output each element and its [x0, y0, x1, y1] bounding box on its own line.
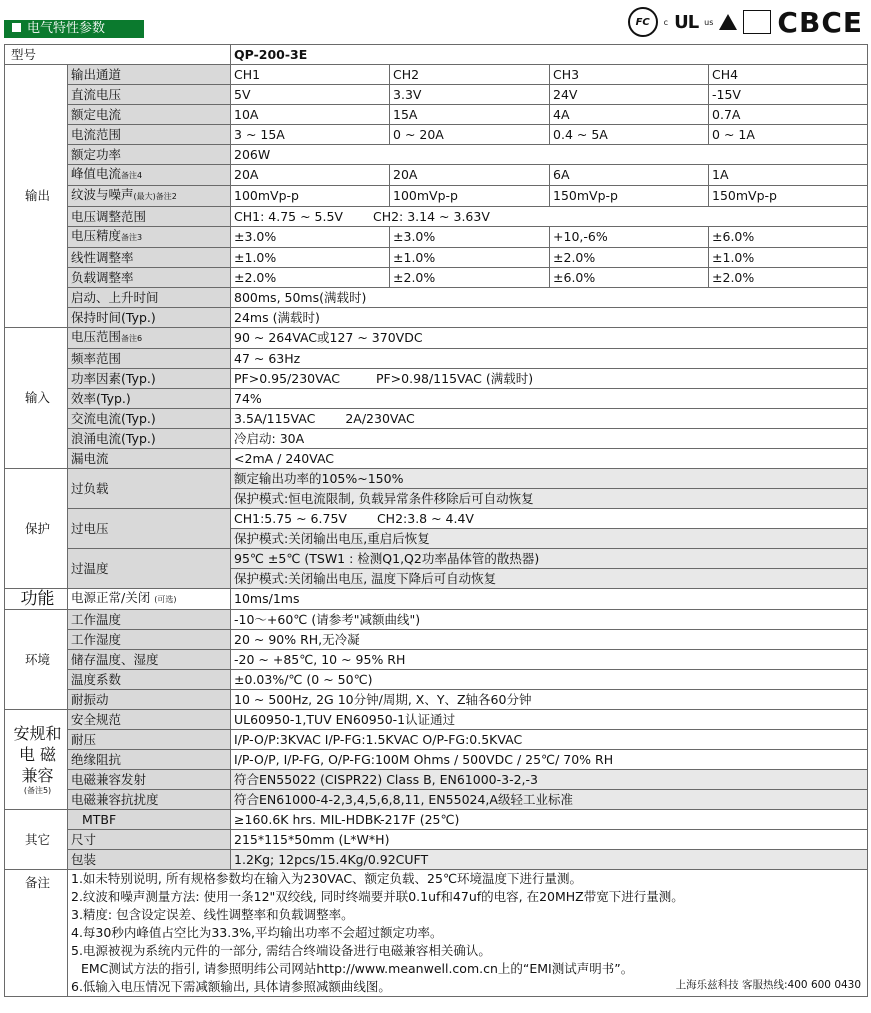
cell: I/P-O/P:3KVAC I/P-FG:1.5KVAC O/P-FG:0.5KVAC [231, 730, 868, 750]
cell: I/P-O/P, I/P-FG, O/P-FG:100M Ohms / 500VDC / 25℃/ 70% RH [231, 750, 868, 770]
cell: -20 ~ +85℃, 10 ~ 95% RH [231, 650, 868, 670]
table-row [5, 125, 868, 145]
cell-text: CH2:3.8 ~ 4.4V [376, 510, 474, 526]
note-line: EMC测试方法的指引, 请参照明纬公司网站http://www.meanwell.com.cn上的“EMI测试声明书”。 [81, 961, 634, 976]
cell: 冷启动: 30A [231, 429, 868, 449]
notes-cell [68, 870, 868, 997]
group-function: 功能 [5, 589, 68, 610]
table-row [5, 770, 868, 790]
group-output: 输出 [5, 65, 68, 328]
table-row [5, 186, 868, 207]
note-line: 6.低输入电压情况下需减额输出, 具体请参照减额曲线图。 [71, 979, 391, 994]
table-row [5, 549, 868, 569]
cell: 206W [231, 145, 868, 165]
cell: -10～+60℃ (请参考"减额曲线") [231, 610, 868, 630]
cell: ±1.0% [231, 248, 390, 268]
cell [231, 509, 868, 529]
table-row [5, 650, 868, 670]
cell: 10 ~ 500Hz, 2G 10分钟/周期, X、Y、Z轴各60分钟 [231, 690, 868, 710]
cbce-logo-icon: CBCE [777, 5, 863, 39]
cell: 1A [709, 165, 868, 186]
note-ref: 备注3 [121, 233, 143, 242]
table-row [5, 610, 868, 630]
note-line: 5.电源被视为系统内元件的一部分, 需结合终端设备进行电磁兼容相关确认。 [71, 943, 491, 958]
row-label: 储存温度、湿度 [68, 650, 231, 670]
cell: 0.7A [709, 105, 868, 125]
table-row [5, 105, 868, 125]
cell: ±3.0% [231, 227, 390, 248]
table-row [5, 710, 868, 730]
cell: ≥160.6K hrs. MIL-HDBK-217F (25℃) [231, 810, 868, 830]
row-label: 温度系数 [68, 670, 231, 690]
cell: ±2.0% [709, 268, 868, 288]
table-row [5, 65, 868, 85]
row-label: 过负载 [68, 469, 231, 509]
spec-table [4, 44, 868, 997]
row-label: 启动、上升时间 [68, 288, 231, 308]
row-label: 工作湿度 [68, 630, 231, 650]
note-line: 3.精度: 包含设定误差、线性调整率和负载调整率。 [71, 907, 354, 922]
cell: ±1.0% [390, 248, 550, 268]
triangle-cert-icon [719, 14, 737, 30]
row-label: 交流电流(Typ.) [68, 409, 231, 429]
group-others: 其它 [5, 810, 68, 870]
cell: 15A [390, 105, 550, 125]
cell [231, 369, 868, 389]
cell: CH4 [709, 65, 868, 85]
table-row [5, 227, 868, 248]
group-line: 兼容 [21, 766, 54, 785]
cell: 95℃ ±5℃ (TSW1 : 检测Q1,Q2功率晶体管的散热器) [231, 549, 868, 569]
row-label: 直流电压 [68, 85, 231, 105]
label-text: 电源正常/关闭 [71, 590, 151, 605]
cell-text: CH2: 3.14 ~ 3.63V [372, 208, 490, 224]
label-text: 峰值电流 [71, 166, 122, 181]
table-row [5, 328, 868, 349]
cell-text: 3.5A/115VAC [234, 410, 316, 426]
table-row [5, 145, 868, 165]
row-label [68, 328, 231, 349]
cell: 20A [390, 165, 550, 186]
cell: 20 ~ 90% RH,无冷凝 [231, 630, 868, 650]
cell: 保护模式:关闭输出电压,重启后恢复 [231, 529, 868, 549]
row-label [68, 227, 231, 248]
cell: ±2.0% [390, 268, 550, 288]
table-row [5, 207, 868, 227]
cell: ±1.0% [709, 248, 868, 268]
cell-text: CH1:5.75 ~ 6.75V [234, 510, 347, 526]
table-row [5, 469, 868, 489]
cell: CH2 [390, 65, 550, 85]
row-label: 工作温度 [68, 610, 231, 630]
cell: 20A [231, 165, 390, 186]
cell: ±6.0% [550, 268, 709, 288]
cell: 6A [550, 165, 709, 186]
row-label [68, 165, 231, 186]
safety-cert-box-icon [743, 10, 771, 34]
cell: 150mVp-p [550, 186, 709, 207]
certification-logos [628, 4, 863, 40]
row-label: 功率因素(Typ.) [68, 369, 231, 389]
fcc-logo-icon: FC [628, 7, 658, 37]
cell: 47 ~ 63Hz [231, 349, 868, 369]
row-label: 安全规范 [68, 710, 231, 730]
row-label: 尺寸 [68, 830, 231, 850]
row-label: 额定电流 [68, 105, 231, 125]
row-label: 频率范围 [68, 349, 231, 369]
table-row [5, 308, 868, 328]
label-text: 纹波与噪声 [71, 187, 134, 202]
table-row [5, 830, 868, 850]
group-safety-emc [5, 710, 68, 810]
table-row [5, 85, 868, 105]
model-value: QP-200-3E [231, 45, 868, 65]
table-row [5, 589, 868, 610]
table-row [5, 288, 868, 308]
row-label: 耐压 [68, 730, 231, 750]
row-label: 电磁兼容发射 [68, 770, 231, 790]
row-label: 过电压 [68, 509, 231, 549]
hotline-text: 上海乐兹科技 客服热线:400 600 0430 [675, 979, 862, 991]
row-label: 效率(Typ.) [68, 389, 231, 409]
note-ref: 备注4 [121, 171, 143, 180]
group-environment: 环境 [5, 610, 68, 710]
note-line: 2.纹波和噪声测量方法: 使用一条12"双绞线, 同时终端要并联0.1uf和47uf的电容, 在20MHZ带宽下进行量测。 [71, 889, 684, 904]
row-label: 耐振动 [68, 690, 231, 710]
label-text: 电压范围 [71, 329, 122, 344]
row-label: MTBF [68, 810, 231, 830]
table-row [5, 369, 868, 389]
table-row [5, 870, 868, 997]
label-text: 电压精度 [71, 228, 122, 243]
table-row [5, 429, 868, 449]
cell: 保护模式:关闭输出电压, 温度下降后可自动恢复 [231, 569, 868, 589]
row-label [68, 589, 231, 610]
cell: 24V [550, 85, 709, 105]
row-label: 包装 [68, 850, 231, 870]
table-row [5, 630, 868, 650]
table-row [5, 349, 868, 369]
cell: 100mVp-p [390, 186, 550, 207]
note-ref: (最大)备注2 [133, 192, 177, 201]
table-row [5, 509, 868, 529]
cell: CH1 [231, 65, 390, 85]
table-row [5, 449, 868, 469]
note-ref: 备注6 [121, 334, 143, 343]
ul-suffix: us [704, 17, 714, 27]
table-row [5, 670, 868, 690]
table-row [5, 389, 868, 409]
row-label: 过温度 [68, 549, 231, 589]
cell: 100mVp-p [231, 186, 390, 207]
ul-prefix: c [663, 17, 669, 27]
cell: ±0.03%/℃ (0 ~ 50℃) [231, 670, 868, 690]
cell: 215*115*50mm (L*W*H) [231, 830, 868, 850]
table-row [5, 268, 868, 288]
row-label: 绝缘阻抗 [68, 750, 231, 770]
cell: 90 ~ 264VAC或127 ~ 370VDC [231, 328, 868, 349]
cell: <2mA / 240VAC [231, 449, 868, 469]
row-label: 电磁兼容抗扰度 [68, 790, 231, 810]
table-row [5, 730, 868, 750]
group-line: 电 磁 [18, 745, 57, 764]
row-label: 漏电流 [68, 449, 231, 469]
cell: 符合EN55022 (CISPR22) Class B, EN61000-3-2,-3 [231, 770, 868, 790]
group-input: 输入 [5, 328, 68, 469]
cell: 150mVp-p [709, 186, 868, 207]
row-label [68, 186, 231, 207]
cell: ±6.0% [709, 227, 868, 248]
cell: 3.3V [390, 85, 550, 105]
table-row [5, 45, 868, 65]
section-header [4, 20, 144, 38]
cell-text: PF>0.95/230VAC [234, 370, 340, 386]
table-row [5, 248, 868, 268]
cell: 800ms, 50ms(满载时) [231, 288, 868, 308]
cell: 10ms/1ms [231, 589, 868, 610]
section-title: 电气特性参数 [27, 21, 106, 36]
cell: ±2.0% [231, 268, 390, 288]
square-icon [12, 23, 21, 32]
cell: ±3.0% [390, 227, 550, 248]
cell: 10A [231, 105, 390, 125]
cell: 74% [231, 389, 868, 409]
row-label: 电流范围 [68, 125, 231, 145]
cell [231, 207, 868, 227]
cell: 0 ~ 1A [709, 125, 868, 145]
note-ref: (可选) [154, 595, 177, 604]
table-row [5, 850, 868, 870]
row-label: 浪涌电流(Typ.) [68, 429, 231, 449]
table-row [5, 810, 868, 830]
note-line: 4.每30秒内峰值占空比为33.3%,平均输出功率不会超过额定功率。 [71, 925, 443, 940]
cell: CH3 [550, 65, 709, 85]
cell: 0.4 ~ 5A [550, 125, 709, 145]
ul-logo-icon: UL [674, 11, 699, 33]
cell: 1.2Kg; 12pcs/15.4Kg/0.92CUFT [231, 850, 868, 870]
group-line: 安规和 [13, 724, 62, 743]
cell-text: PF>0.98/115VAC (满载时) [375, 370, 534, 386]
cell: ±2.0% [550, 248, 709, 268]
cell: UL60950-1,TUV EN60950-1认证通过 [231, 710, 868, 730]
note-line: 1.如未特别说明, 所有规格参数均在输入为230VAC、额定负载、25℃环境温度下进行量测。 [71, 871, 582, 886]
table-row [5, 165, 868, 186]
cell: 24ms (满载时) [231, 308, 868, 328]
row-label: 负载调整率 [68, 268, 231, 288]
table-row [5, 409, 868, 429]
row-label: 额定功率 [68, 145, 231, 165]
cell-text: 2A/230VAC [345, 410, 415, 426]
cell: 5V [231, 85, 390, 105]
group-note: (备注5) [23, 786, 52, 795]
model-label: 型号 [5, 45, 231, 65]
row-label: 保持时间(Typ.) [68, 308, 231, 328]
group-protection: 保护 [5, 469, 68, 589]
group-notes: 备注 [5, 870, 68, 997]
table-row [5, 750, 868, 770]
cell: 3 ~ 15A [231, 125, 390, 145]
cell: 额定输出功率的105%~150% [231, 469, 868, 489]
row-label: 电压调整范围 [68, 207, 231, 227]
cell: 保护模式:恒电流限制, 负载异常条件移除后可自动恢复 [231, 489, 868, 509]
cell: -15V [709, 85, 868, 105]
cell: 符合EN61000-4-2,3,4,5,6,8,11, EN55024,A级轻工业标准 [231, 790, 868, 810]
cell: 0 ~ 20A [390, 125, 550, 145]
cell: +10,-6% [550, 227, 709, 248]
table-row [5, 790, 868, 810]
row-label: 线性调整率 [68, 248, 231, 268]
cell: 4A [550, 105, 709, 125]
cell [231, 409, 868, 429]
cell-text: CH1: 4.75 ~ 5.5V [234, 208, 343, 224]
row-label: 输出通道 [68, 65, 231, 85]
table-row [5, 690, 868, 710]
